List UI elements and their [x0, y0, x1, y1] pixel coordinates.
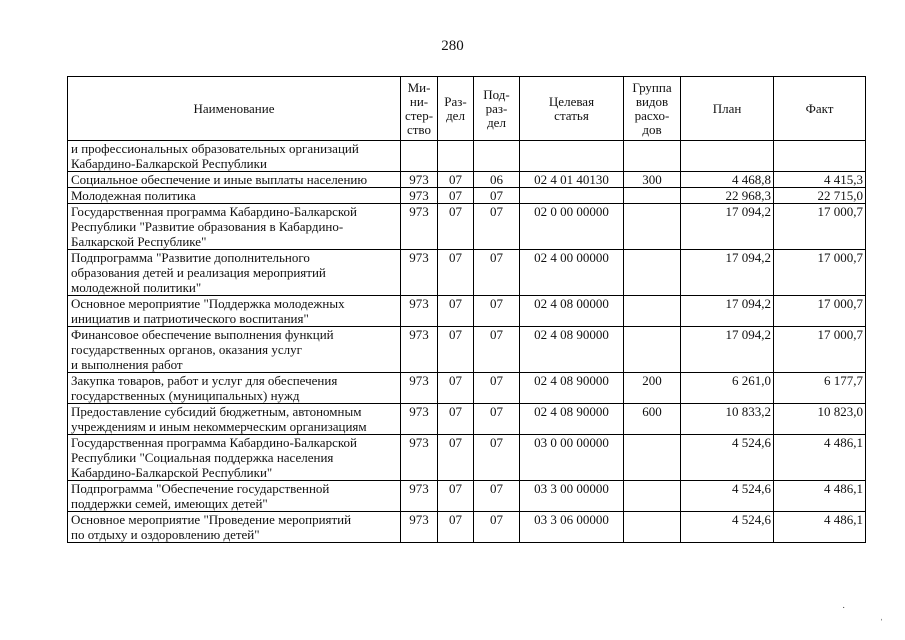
row-ministry: 973 — [401, 373, 438, 404]
row-subsection: 07 — [474, 204, 520, 250]
row-subsection: 07 — [474, 373, 520, 404]
row-subsection: 07 — [474, 512, 520, 543]
row-name: Государственная программа Кабардино-Балкарской Республики "Развитие образования в Кабардино- Балкарской Республике" — [68, 204, 401, 250]
row-target: 02 0 00 00000 — [520, 204, 624, 250]
row-ministry: 973 — [401, 204, 438, 250]
row-plan: 10 833,2 — [681, 404, 774, 435]
row-expense-group: 600 — [624, 404, 681, 435]
row-expense-group — [624, 204, 681, 250]
row-expense-group — [624, 435, 681, 481]
header-expense-group: Группа видов расхо- дов — [624, 77, 681, 141]
row-target: 02 4 08 00000 — [520, 296, 624, 327]
row-plan: 4 524,6 — [681, 435, 774, 481]
row-section: 07 — [438, 296, 474, 327]
page-number: 280 — [441, 38, 464, 54]
row-section: 07 — [438, 250, 474, 296]
header-section: Раз- дел — [438, 77, 474, 141]
row-subsection: 07 — [474, 481, 520, 512]
row-target: 03 3 00 00000 — [520, 481, 624, 512]
row-name: Подпрограмма "Обеспечение государственной поддержки семей, имеющих детей" — [68, 481, 401, 512]
row-fact: 4 486,1 — [774, 481, 866, 512]
row-section: 07 — [438, 435, 474, 481]
header-target: Целевая статья — [520, 77, 624, 141]
table-row — [68, 373, 866, 404]
header-name: Наименование — [68, 77, 401, 141]
table-row — [68, 188, 866, 204]
row-target: 02 4 00 00000 — [520, 250, 624, 296]
row-target: 02 4 08 90000 — [520, 327, 624, 373]
row-name: Основное мероприятие "Проведение мероприятий по отдыху и оздоровлению детей" — [68, 512, 401, 543]
table-row — [68, 204, 866, 250]
row-expense-group — [624, 250, 681, 296]
row-target: 02 4 08 90000 — [520, 404, 624, 435]
scan-mark: ˌ — [880, 610, 884, 621]
row-ministry: 973 — [401, 172, 438, 188]
table-row — [68, 327, 866, 373]
row-section: 07 — [438, 404, 474, 435]
row-name: и профессиональных образовательных организаций Кабардино-Балкарской Республики — [68, 141, 401, 172]
row-subsection: 07 — [474, 188, 520, 204]
row-section: 07 — [438, 373, 474, 404]
row-name: Основное мероприятие "Поддержка молодежных инициатив и патриотического воспитания" — [68, 296, 401, 327]
row-plan: 4 524,6 — [681, 512, 774, 543]
row-ministry: 973 — [401, 435, 438, 481]
row-section: 07 — [438, 327, 474, 373]
row-target — [520, 188, 624, 204]
row-subsection — [474, 141, 520, 172]
header-ministry: Ми- ни- стер- ство — [401, 77, 438, 141]
row-expense-group — [624, 141, 681, 172]
row-plan: 17 094,2 — [681, 327, 774, 373]
row-ministry: 973 — [401, 327, 438, 373]
row-name: Подпрограмма "Развитие дополнительного образования детей и реализация мероприятий молодежной политики" — [68, 250, 401, 296]
header-subsection: Под- раз- дел — [474, 77, 520, 141]
scan-mark: ˙ — [842, 606, 846, 617]
row-plan: 17 094,2 — [681, 296, 774, 327]
row-section: 07 — [438, 481, 474, 512]
table-row — [68, 296, 866, 327]
row-expense-group: 200 — [624, 373, 681, 404]
table-row — [68, 435, 866, 481]
row-section: 07 — [438, 172, 474, 188]
row-fact: 17 000,7 — [774, 204, 866, 250]
header-row — [68, 77, 866, 141]
table-row — [68, 481, 866, 512]
row-fact: 6 177,7 — [774, 373, 866, 404]
row-name: Закупка товаров, работ и услуг для обеспечения государственных (муниципальных) нужд — [68, 373, 401, 404]
row-expense-group — [624, 481, 681, 512]
row-plan: 17 094,2 — [681, 204, 774, 250]
row-subsection: 07 — [474, 296, 520, 327]
row-target: 03 3 06 00000 — [520, 512, 624, 543]
row-section — [438, 141, 474, 172]
row-plan: 4 524,6 — [681, 481, 774, 512]
row-ministry: 973 — [401, 404, 438, 435]
row-name: Финансовое обеспечение выполнения функций государственных органов, оказания услуг и выполнения работ — [68, 327, 401, 373]
table-row — [68, 172, 866, 188]
budget-table — [67, 76, 866, 543]
row-fact: 17 000,7 — [774, 296, 866, 327]
row-plan: 17 094,2 — [681, 250, 774, 296]
row-plan: 22 968,3 — [681, 188, 774, 204]
row-section: 07 — [438, 204, 474, 250]
row-subsection: 07 — [474, 327, 520, 373]
table-row — [68, 512, 866, 543]
row-fact: 17 000,7 — [774, 327, 866, 373]
row-target: 02 4 08 90000 — [520, 373, 624, 404]
row-subsection: 06 — [474, 172, 520, 188]
row-target: 03 0 00 00000 — [520, 435, 624, 481]
table-body — [68, 141, 866, 543]
row-expense-group — [624, 296, 681, 327]
row-fact: 17 000,7 — [774, 250, 866, 296]
row-plan: 4 468,8 — [681, 172, 774, 188]
row-expense-group — [624, 188, 681, 204]
row-ministry: 973 — [401, 188, 438, 204]
row-target: 02 4 01 40130 — [520, 172, 624, 188]
row-name: Молодежная политика — [68, 188, 401, 204]
row-subsection: 07 — [474, 404, 520, 435]
row-ministry: 973 — [401, 512, 438, 543]
row-subsection: 07 — [474, 435, 520, 481]
row-fact: 4 415,3 — [774, 172, 866, 188]
row-ministry: 973 — [401, 296, 438, 327]
header-fact: Факт — [774, 77, 866, 141]
table-row — [68, 250, 866, 296]
table-row — [68, 141, 866, 172]
row-section: 07 — [438, 188, 474, 204]
header-plan: План — [681, 77, 774, 141]
row-plan: 6 261,0 — [681, 373, 774, 404]
row-expense-group — [624, 512, 681, 543]
row-name: Государственная программа Кабардино-Балкарской Республики "Социальная поддержка населения Кабардино-Балкарской Республики" — [68, 435, 401, 481]
row-fact: 10 823,0 — [774, 404, 866, 435]
row-name: Предоставление субсидий бюджетным, автономным учреждениям и иным некоммерческим организациям — [68, 404, 401, 435]
row-ministry — [401, 141, 438, 172]
row-fact: 22 715,0 — [774, 188, 866, 204]
row-name: Социальное обеспечение и иные выплаты населению — [68, 172, 401, 188]
table-row — [68, 404, 866, 435]
row-plan — [681, 141, 774, 172]
row-fact: 4 486,1 — [774, 435, 866, 481]
row-fact — [774, 141, 866, 172]
row-section: 07 — [438, 512, 474, 543]
row-expense-group: 300 — [624, 172, 681, 188]
row-ministry: 973 — [401, 250, 438, 296]
row-fact: 4 486,1 — [774, 512, 866, 543]
row-subsection: 07 — [474, 250, 520, 296]
row-target — [520, 141, 624, 172]
row-ministry: 973 — [401, 481, 438, 512]
row-expense-group — [624, 327, 681, 373]
